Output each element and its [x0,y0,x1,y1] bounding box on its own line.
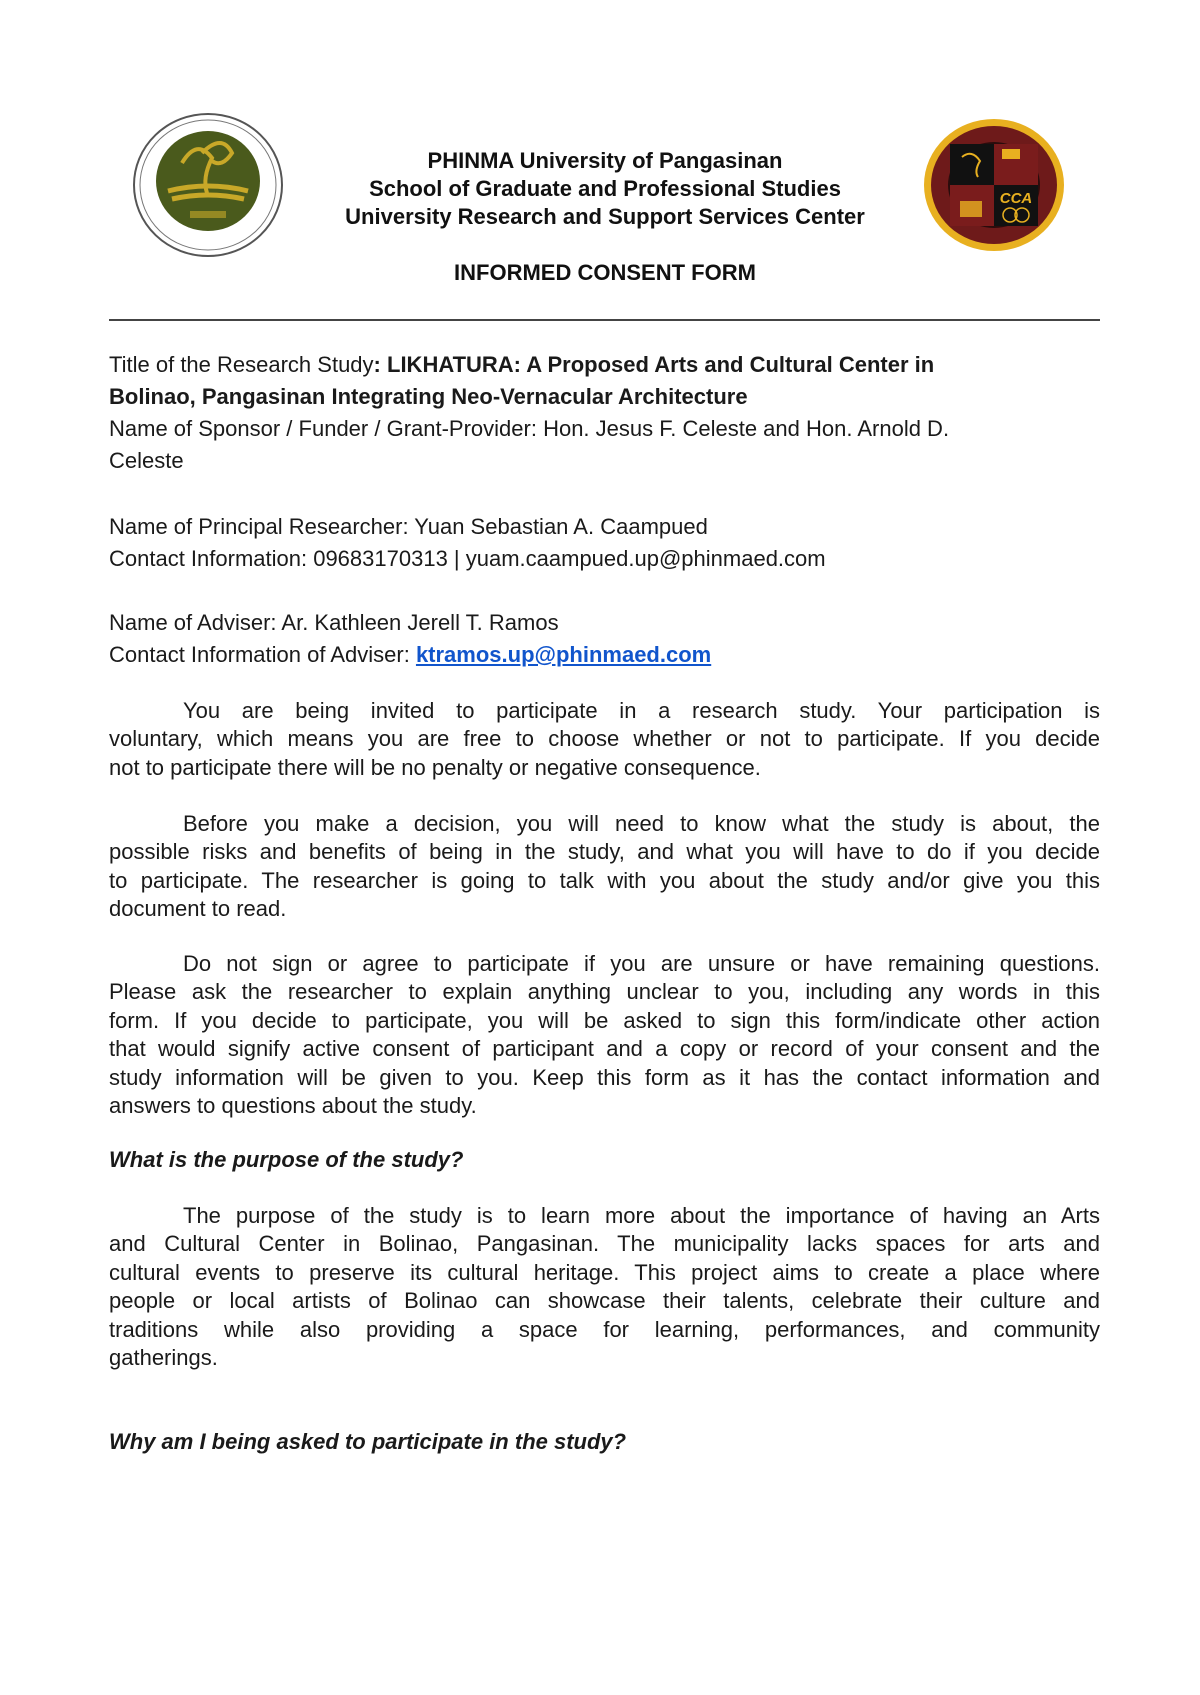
study-title-label: Title of the Research Study [109,352,374,377]
adviser-email-link[interactable]: ktramos.up@phinmaed.com [415,642,712,667]
sponsor-line-1: Name of Sponsor / Funder / Grant-Provider: Hon. Jesus F. Celeste and Hon. Arnold D. [109,416,950,441]
paragraph-line: study information will be given to you. Keep this form as it has the contact information and [109,1064,1100,1090]
adviser-name: Name of Adviser: Ar. Kathleen Jerell T. Ramos [109,610,559,635]
study-title-value-1: LIKHATURA: A Proposed Arts and Cultural Center in [387,352,935,377]
cca-college-logo [922,117,1068,253]
section-heading-why-participate: Why am I being asked to participate in the study? [109,1429,627,1454]
paragraph-line: answers to questions about the study. [109,1093,477,1119]
header-line-center: University Research and Support Services Center [345,204,865,229]
adviser-contact [109,639,1100,671]
paragraph-line: and Cultural Center in Bolinao, Pangasinan. The municipality lacks spaces for arts and [109,1231,1100,1257]
researcher-contact: Contact Information: 09683170313 | yuam.caampued.up@phinmaed.com [109,546,826,571]
paragraph-line: to participate. The researcher is going to talk with you about the study and/or give you this [109,867,1100,893]
institution-header [300,147,910,231]
paragraph-line: cultural events to preserve its cultural heritage. This project aims to create a place where [109,1259,1100,1285]
adviser-info [109,607,1100,671]
paragraph-do-not-sign [109,950,1100,1120]
section-heading-purpose: What is the purpose of the study? [109,1147,464,1172]
svg-text:CCA: CCA [999,190,1033,207]
paragraph-line: possible risks and benefits of being in the study, and what you will have to do if you decide [109,839,1100,865]
principal-researcher: Name of Principal Researcher: Yuan Sebastian A. Caampued [109,514,708,539]
adviser-contact-label: Contact Information of Adviser: [109,642,416,667]
study-title-colon: : [373,352,387,377]
study-info [109,349,1100,477]
header-line-school: School of Graduate and Professional Studies [369,176,841,201]
header-line-university: PHINMA University of Pangasinan [427,148,783,173]
paragraph-before-decision [109,810,1100,924]
paragraph-line: that would signify active consent of participant and a copy or record of your consent and the [109,1036,1100,1062]
paragraph-line: traditions while also providing a space for learning, performances, and community [109,1316,1100,1342]
paragraph-line: gatherings. [109,1345,218,1371]
paragraph-line: You are being invited to participate in a research study. Your participation is [183,698,1100,723]
header-divider [109,319,1100,321]
researcher-info [109,511,1100,575]
paragraph-line: people or local artists of Bolinao can showcase their talents, celebrate their culture and [109,1288,1100,1314]
paragraph-line: Before you make a decision, you will need to know what the study is about, the [183,811,1100,836]
paragraph-purpose [109,1202,1100,1372]
paragraph-line: Please ask the researcher to explain anything unclear to you, including any words in this [109,979,1100,1005]
study-title-line [109,349,1100,381]
paragraph-invitation [109,697,1100,782]
sponsor-line-2: Celeste [109,448,184,473]
paragraph-line: form. If you decide to participate, you will be asked to sign this form/indicate other action [109,1007,1100,1033]
university-of-pangasinan-logo [132,113,284,258]
paragraph-line: voluntary, which means you are free to choose whether or not to participate. If you decide [109,726,1100,752]
paragraph-line: document to read. [109,896,287,922]
paragraph-line: Do not sign or agree to participate if you are unsure or have remaining questions. [183,951,1100,976]
study-title-value-2: Bolinao, Pangasinan Integrating Neo-Vernacular Architecture [109,384,748,409]
paragraph-line: not to participate there will be no penalty or negative consequence. [109,754,761,780]
paragraph-line: The purpose of the study is to learn more about the importance of having an Arts [183,1203,1100,1228]
form-title: INFORMED CONSENT FORM [454,260,756,285]
